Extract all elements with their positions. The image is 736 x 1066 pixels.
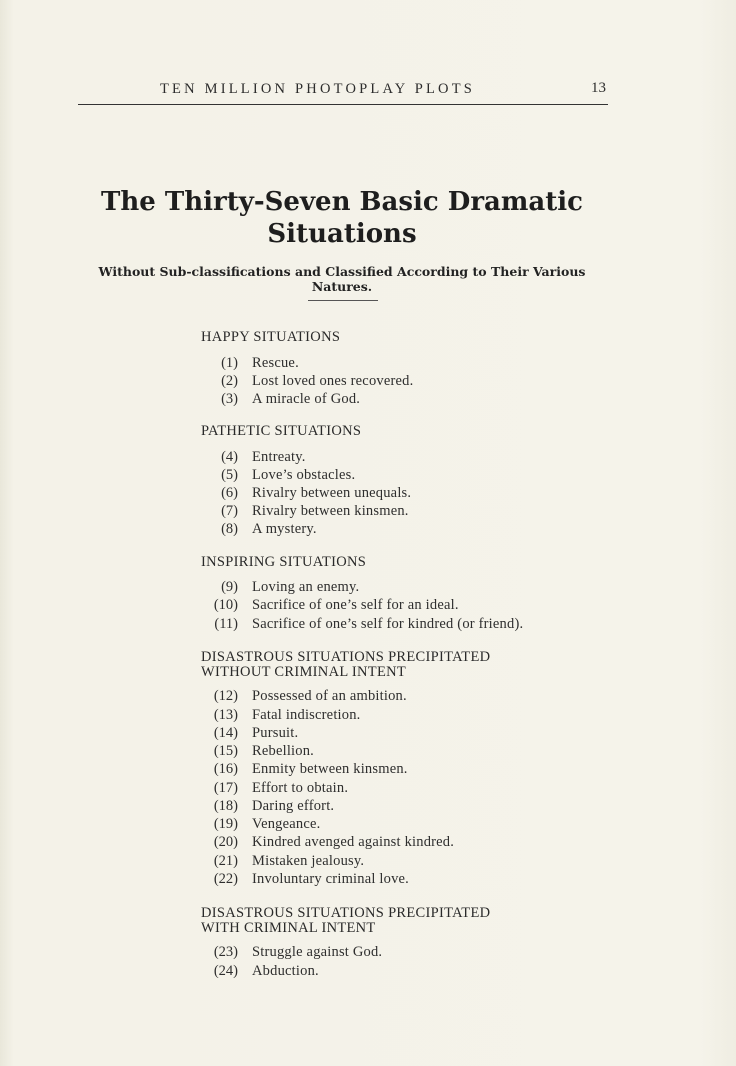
item-number: (2)	[221, 373, 238, 389]
divider-rule	[308, 300, 378, 301]
item-number: (18)	[213, 798, 238, 814]
item-number: (7)	[221, 503, 238, 519]
item-text: Rivalry between unequals.	[252, 485, 412, 501]
section-title-happy: HAPPY SITUATIONS	[201, 329, 341, 345]
page-subtitle: Without Sub-classifications and Classified According to Their Various Natures.	[98, 264, 586, 294]
item-number: (19)	[213, 816, 238, 832]
item-text: Sacrifice of one’s self for an ideal.	[252, 597, 459, 613]
section-title-line-2: WITHOUT CRIMINAL INTENT	[201, 664, 407, 680]
item-number: (5)	[221, 467, 238, 483]
item-text: Enmity between kinsmen.	[252, 761, 408, 777]
item-number: (14)	[213, 725, 238, 741]
item-number: (10)	[213, 597, 238, 613]
item-number: (6)	[221, 485, 238, 501]
item-text: Loving an enemy.	[252, 579, 360, 595]
item-text: A miracle of God.	[252, 391, 361, 407]
section-title-line-2: WITH CRIMINAL INTENT	[201, 920, 376, 936]
item-number: (16)	[213, 761, 238, 777]
running-head	[78, 78, 608, 105]
item-number: (8)	[221, 521, 238, 537]
item-text: Pursuit.	[252, 725, 299, 741]
page-number: 13	[591, 80, 606, 96]
item-text: Effort to obtain.	[252, 780, 349, 796]
item-text: Fatal indiscretion.	[252, 707, 361, 723]
item-number: (15)	[213, 743, 238, 759]
item-text: Involuntary criminal love.	[252, 871, 410, 887]
item-text: Love’s obstacles.	[252, 467, 356, 483]
item-number: (22)	[213, 871, 238, 887]
item-number: (11)	[214, 616, 238, 632]
item-text: Sacrifice of one’s self for kindred (or friend).	[252, 616, 524, 632]
item-number: (23)	[213, 944, 238, 960]
item-number: (4)	[221, 449, 238, 465]
item-number: (9)	[221, 579, 238, 595]
item-text: Lost loved ones recovered.	[252, 373, 414, 389]
item-text: Vengeance.	[252, 816, 321, 832]
item-number: (12)	[213, 688, 238, 704]
item-number: (24)	[213, 963, 238, 979]
item-text: Struggle against God.	[252, 944, 383, 960]
section-title-inspiring: INSPIRING SITUATIONS	[201, 554, 367, 570]
item-text: Entreaty.	[252, 449, 306, 465]
section-title-line-1: DISASTROUS SITUATIONS PRECIPITATED	[201, 649, 491, 665]
item-number: (17)	[213, 780, 238, 796]
running-head-title: TEN MILLION PHOTOPLAY PLOTS	[160, 81, 476, 97]
page-title-line-2: Situations	[267, 219, 417, 249]
item-text: A mystery.	[252, 521, 317, 537]
section-title-disastrous-with-intent	[201, 906, 490, 936]
section-title-line-1: DISASTROUS SITUATIONS PRECIPITATED	[201, 905, 491, 921]
item-number: (1)	[221, 355, 238, 371]
item-text: Abduction.	[252, 963, 319, 979]
item-number: (13)	[213, 707, 238, 723]
item-number: (21)	[213, 853, 238, 869]
item-text: Daring effort.	[252, 798, 335, 814]
item-text: Rebellion.	[252, 743, 315, 759]
page-title	[80, 186, 604, 250]
item-text: Rescue.	[252, 355, 299, 371]
item-text: Possessed of an ambition.	[252, 688, 407, 704]
section-title-pathetic: PATHETIC SITUATIONS	[201, 423, 362, 439]
item-text: Rivalry between kinsmen.	[252, 503, 409, 519]
item-text: Mistaken jealousy.	[252, 853, 365, 869]
item-number: (3)	[221, 391, 238, 407]
section-title-disastrous-without-intent	[201, 650, 490, 680]
page-title-line-1: The Thirty-Seven Basic Dramatic	[101, 187, 583, 217]
item-number: (20)	[213, 834, 238, 850]
item-text: Kindred avenged against kindred.	[252, 834, 455, 850]
